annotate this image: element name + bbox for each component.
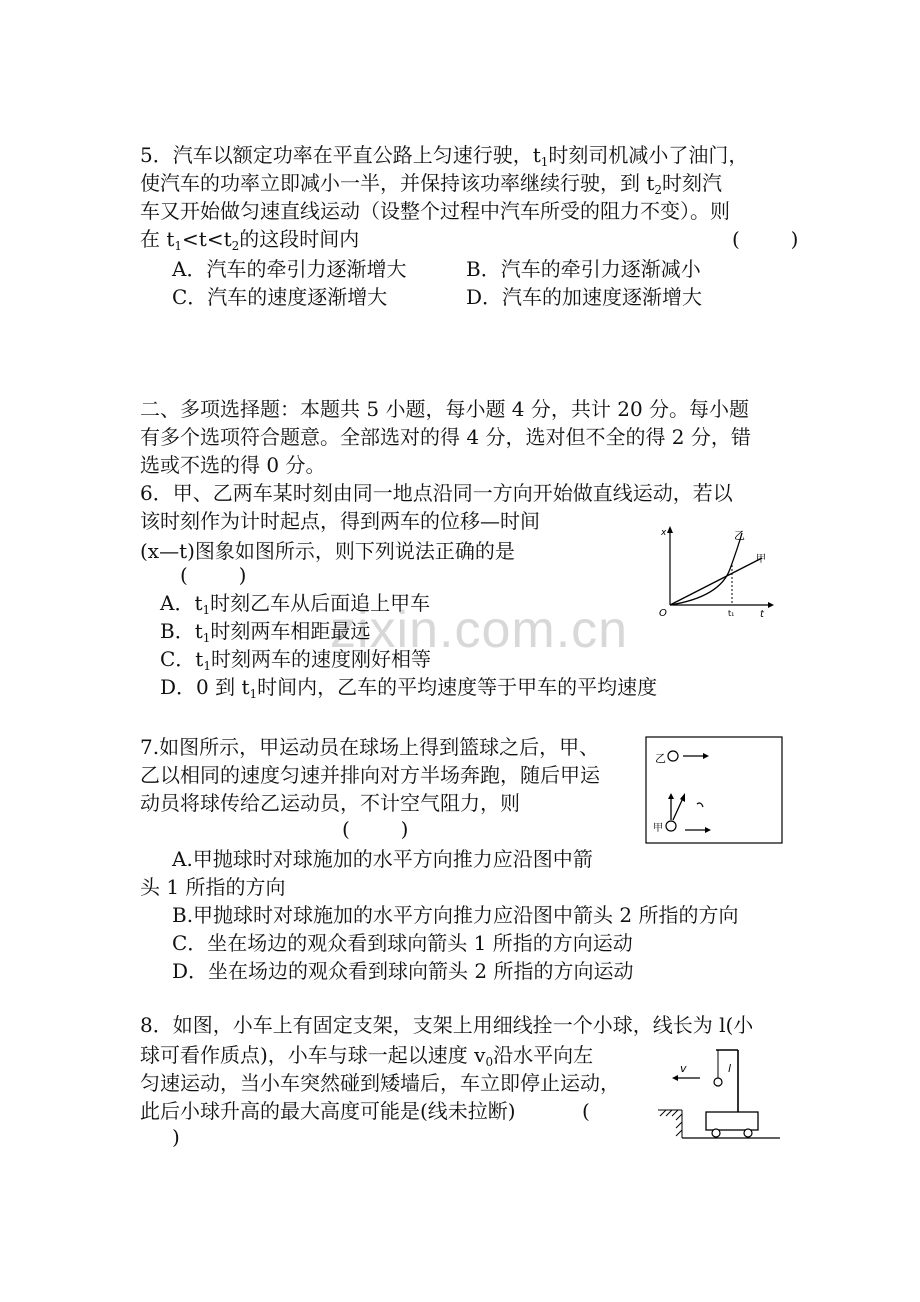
q5-line-1: 5．汽车以额定功率在平直公路上匀速行驶，$t_1$时刻司机减小了油门， [140,143,749,169]
q7-option-c: C．坐在场边的观众看到球向箭头 1 所指的方向运动 [172,931,633,955]
velocity-label: v [680,1062,687,1075]
q8-line-4: 此后小球升高的最大高度可能是(线未拉断) [140,1099,516,1123]
q5-line-4: 在 $t_1<t<t_2$的这段时间内 [140,227,360,253]
x-axis-arrow [768,602,774,608]
q8-cart-figure [652,1044,782,1144]
q7-answer-paren: ( ) [342,817,409,841]
q8-line-2: 球可看作质点)，小车与球一起以速度 $v_0$沿水平向左 [140,1043,594,1069]
q7-figure [645,736,785,846]
q8-line-3: 匀速运动，当小车突然碰到矮墙后，车立即停止运动， [140,1071,620,1095]
q6-option-d: D．0 到 $t_1$时间内，乙车的平均速度等于甲车的平均速度 [160,675,658,701]
length-label: l [728,1062,732,1075]
yi-curve [670,533,742,605]
ball [714,1078,722,1086]
cart-wheel-left [712,1129,720,1137]
q7-option-d: D．坐在场边的观众看到球向箭头 2 所指的方向运动 [172,959,634,983]
q7-line-3: 动员将球传给乙运动员，不计空气阻力，则 [140,791,520,815]
section-2-line-2: 有多个选项符合题意。全部选对的得 4 分，选对但不全的得 2 分，错 [140,425,751,449]
q8-answer-paren-open: ( [582,1099,590,1123]
q5-line-2: 使汽车的功率立即减小一半，并保持该功率继续行驶，到 $t_2$时刻汽 [140,171,723,197]
q6-option-a: A．$t_1$时刻乙车从后面追上甲车 [160,591,431,617]
q6-line-1: 6．甲、乙两车某时刻由同一地点沿同一方向开始做直线运动，若以 [140,481,733,505]
cart-body [706,1112,758,1130]
watermark: zixin.com.cn [330,601,629,659]
q7-line-2: 乙以相同的速度匀速并排向对方半场奔跑，随后甲运 [140,763,600,787]
jia-label: 甲 [756,554,766,565]
q5-option-c: C．汽车的速度逐渐增大 [172,285,388,309]
cart-wheel-right [744,1129,752,1137]
q7-option-a-1: A.甲抛球时对球施加的水平方向推力应沿图中箭 [172,847,593,871]
q5-line-3: 车又开始做匀速直线运动（设整个过程中汽车所受的阻力不变）。则 [140,199,730,223]
q6-line-2: 该时刻作为计时起点，得到两车的位移—时间 [140,509,540,533]
y-axis-arrow [667,526,673,533]
q7-line-1: 7.如图所示，甲运动员在球场上得到篮球之后，甲、 [140,735,600,759]
q5-answer-paren: ( ) [732,227,799,251]
q6-answer-paren: ( ) [180,563,247,587]
section-2-line-3: 选或不选的得 0 分。 [140,453,326,477]
q8-line-1: 8．如图，小车上有固定支架，支架上用细线拴一个小球，线长为 l(小 [140,1013,754,1037]
q6-xt-graph [650,525,775,620]
origin-label: O [659,608,667,619]
yi-player-label: 乙 [655,752,666,765]
short-wall [658,1110,682,1138]
q7-option-b: B.甲抛球时对球施加的水平方向推力应沿图中箭头 2 所指的方向 [172,903,739,927]
q6-option-c: C．$t_1$时刻两车的速度刚好相等 [160,647,431,673]
x-axis-label: x [661,528,667,538]
jia-line [670,558,762,605]
yi-label: 乙 [734,529,745,542]
q5-option-a: A．汽车的牵引力逐渐增大 [172,257,407,281]
jia-player-label: 甲 [653,823,663,834]
q8-answer-paren-close: ) [172,1125,180,1149]
q5-option-d: D．汽车的加速度逐渐增大 [466,285,703,309]
q5-option-b: B．汽车的牵引力逐渐减小 [466,257,701,281]
q6-option-b: B．$t_1$时刻两车相距最远 [160,619,371,645]
q7-option-a-2: 头 1 所指的方向 [140,875,286,899]
t-axis-label: t [760,609,764,620]
section-2-line-1: 二、多项选择题：本题共 5 小题，每小题 4 分，共计 20 分。每小题 [140,397,750,421]
q6-line-3: (x—t)图象如图所示，则下列说法正确的是 [140,539,515,563]
t1-label: t₁ [728,609,735,618]
